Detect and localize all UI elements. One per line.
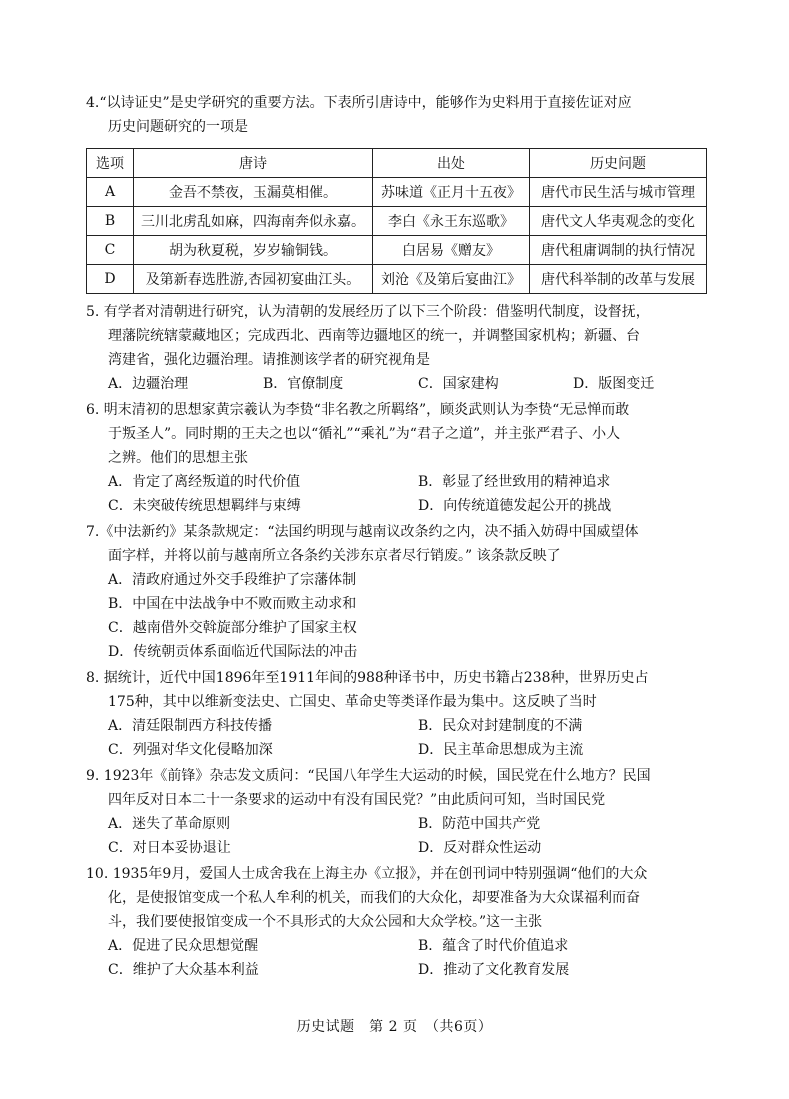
option-d[interactable]: D．向传统道德发起公开的挑战 <box>418 498 612 514</box>
question-10-stem-line1: 10. 1935年9月，爱国人士成舍我在上海主办《立报》，并在创刊词中特别强调“他们的大众 <box>86 866 648 882</box>
row-issue: 唐代文人华夷观念的变化 <box>530 207 707 236</box>
option-b[interactable]: B．民众对封建制度的不满 <box>418 718 583 734</box>
question-10 <box>86 862 726 982</box>
question-9-options-row2 <box>108 836 728 860</box>
option-b[interactable]: B．中国在中法战争中不败而败主动求和 <box>108 596 357 612</box>
question-5-options <box>108 372 728 396</box>
option-a[interactable]: A．清廷限制西方科技传播 <box>108 718 273 734</box>
option-a[interactable]: A．清政府通过外交手段维护了宗藩体制 <box>108 572 357 588</box>
question-10-stem-line3: 斗，我们要使报馆变成一个不具形式的大众公园和大众学校。”这一主张 <box>108 914 543 930</box>
question-8-options-row2 <box>108 738 728 762</box>
question-4-stem-line1: 4.“以诗证史”是史学研究的重要方法。下表所引唐诗中，能够作为史料用于直接佐证对应 <box>86 95 632 111</box>
option-c[interactable]: C．未突破传统思想羁绊与束缚 <box>108 498 301 514</box>
table-header-row <box>87 149 707 178</box>
question-6-stem-line2: 于叛圣人”。同时期的王夫之也以“循礼”“乘礼”为“君子之道”，并主张严君子、小人 <box>108 426 621 442</box>
header-issue: 历史问题 <box>530 149 707 178</box>
question-4-stem-line2: 历史问题研究的一项是 <box>108 119 248 135</box>
option-b[interactable]: B．防范中国共产党 <box>418 816 541 832</box>
question-9-options-row1 <box>108 812 728 836</box>
row-option: C <box>87 236 134 265</box>
row-issue: 唐代科举制的改革与发展 <box>530 265 707 294</box>
question-9-stem-line1: 9. 1923年《前锋》杂志发文质问：“民国八年学生大运动的时候，国民党在什么地方？民国 <box>86 768 651 784</box>
question-8 <box>86 666 726 762</box>
question-7-stem-line1: 7.《中法新约》某条款规定：“法国约明现与越南议改条约之内，决不插入妨碍中国威望体 <box>86 524 639 540</box>
row-issue: 唐代租庸调制的执行情况 <box>530 236 707 265</box>
question-4 <box>86 91 726 139</box>
question-6-options-row1 <box>108 470 728 494</box>
row-option: D <box>87 265 134 294</box>
table-row <box>87 236 707 265</box>
option-d[interactable]: D．民主革命思想成为主流 <box>418 742 584 758</box>
header-poem: 唐诗 <box>134 149 373 178</box>
row-source: 白居易《赠友》 <box>373 236 530 265</box>
row-poem: 三川北虏乱如麻，四海南奔似永嘉。 <box>134 207 373 236</box>
table-row <box>87 207 707 236</box>
row-option: A <box>87 178 134 207</box>
option-b[interactable]: B．蕴含了时代价值追求 <box>418 938 569 954</box>
option-d[interactable]: D．推动了文化教育发展 <box>418 962 570 978</box>
option-c[interactable]: C．列强对华文化侵略加深 <box>108 742 273 758</box>
question-7 <box>86 520 726 664</box>
question-6-stem-line3: 之辨。他们的思想主张 <box>108 450 248 466</box>
option-d[interactable]: D．版图变迁 <box>573 376 655 392</box>
option-c[interactable]: C．维护了大众基本利益 <box>108 962 259 978</box>
option-a[interactable]: A．迷失了革命原则 <box>108 816 231 832</box>
row-poem: 金吾不禁夜，玉漏莫相催。 <box>134 178 373 207</box>
page-footer: 历史试题 第 2 页 （共6页） <box>296 1019 493 1035</box>
question-4-table <box>86 148 707 294</box>
question-5-stem-line1: 5. 有学者对清朝进行研究，认为清朝的发展经历了以下三个阶段：借鉴明代制度，设督抚， <box>86 304 650 320</box>
question-5-stem-line3: 湾建省，强化边疆治理。请推测该学者的研究视角是 <box>108 352 430 368</box>
header-option: 选项 <box>87 149 134 178</box>
option-d[interactable]: D．传统朝贡体系面临近代国际法的冲击 <box>108 644 358 660</box>
option-a[interactable]: A．促进了民众思想觉醒 <box>108 938 259 954</box>
question-9-stem-line2: 四年反对日本二十一条要求的运动中有没有国民党？”由此质问可知，当时国民党 <box>108 792 606 808</box>
question-6-stem-line1: 6. 明末清初的思想家黄宗羲认为李贽“非名教之所羁络”，顾炎武则认为李贽“无忌惮而敢 <box>86 402 630 418</box>
question-10-stem-line2: 化，是使报馆变成一个私人牟利的机关，而我们的大众化，却要准备为大众谋福利而奋 <box>108 890 640 906</box>
question-8-stem-line2: 175种，其中以维新变法史、亡国史、革命史等类译作最为集中。这反映了当时 <box>108 694 597 710</box>
row-source: 苏味道《正月十五夜》 <box>373 178 530 207</box>
table-row <box>87 178 707 207</box>
option-c[interactable]: C．越南借外交斡旋部分维护了国家主权 <box>108 620 357 636</box>
question-5 <box>86 300 726 396</box>
row-poem: 及第新春选胜游,杏园初宴曲江头。 <box>134 265 373 294</box>
question-9 <box>86 764 726 860</box>
option-b[interactable]: B．彰显了经世致用的精神追求 <box>418 474 611 490</box>
header-source: 出处 <box>373 149 530 178</box>
question-7-stem-line2: 面字样，并将以前与越南所立各条约关涉东京者尽行销废。” 该条款反映了 <box>108 548 561 564</box>
option-a[interactable]: A．边疆治理 <box>108 376 189 392</box>
row-source: 李白《永王东巡歌》 <box>373 207 530 236</box>
option-c[interactable]: C．对日本妥协退让 <box>108 840 231 856</box>
option-a[interactable]: A．肯定了离经叛道的时代价值 <box>108 474 301 490</box>
table-row <box>87 265 707 294</box>
row-issue: 唐代市民生活与城市管理 <box>530 178 707 207</box>
question-8-options-row1 <box>108 714 728 738</box>
question-8-stem-line1: 8. 据统计，近代中国1896年至1911年间的988种译书中，历史书籍占238种，世界历史占 <box>86 670 649 686</box>
row-source: 刘沧《及第后宴曲江》 <box>373 265 530 294</box>
option-b[interactable]: B．官僚制度 <box>263 376 344 392</box>
question-10-options-row1 <box>108 934 728 958</box>
option-d[interactable]: D．反对群众性运动 <box>418 840 542 856</box>
question-6 <box>86 398 726 518</box>
question-10-options-row2 <box>108 958 728 982</box>
row-option: B <box>87 207 134 236</box>
row-poem: 胡为秋夏税，岁岁输铜钱。 <box>134 236 373 265</box>
question-6-options-row2 <box>108 494 728 518</box>
question-5-stem-line2: 理藩院统辖蒙藏地区；完成西北、西南等边疆地区的统一，并调整国家机构；新疆、台 <box>108 328 640 344</box>
option-c[interactable]: C．国家建构 <box>418 376 499 392</box>
